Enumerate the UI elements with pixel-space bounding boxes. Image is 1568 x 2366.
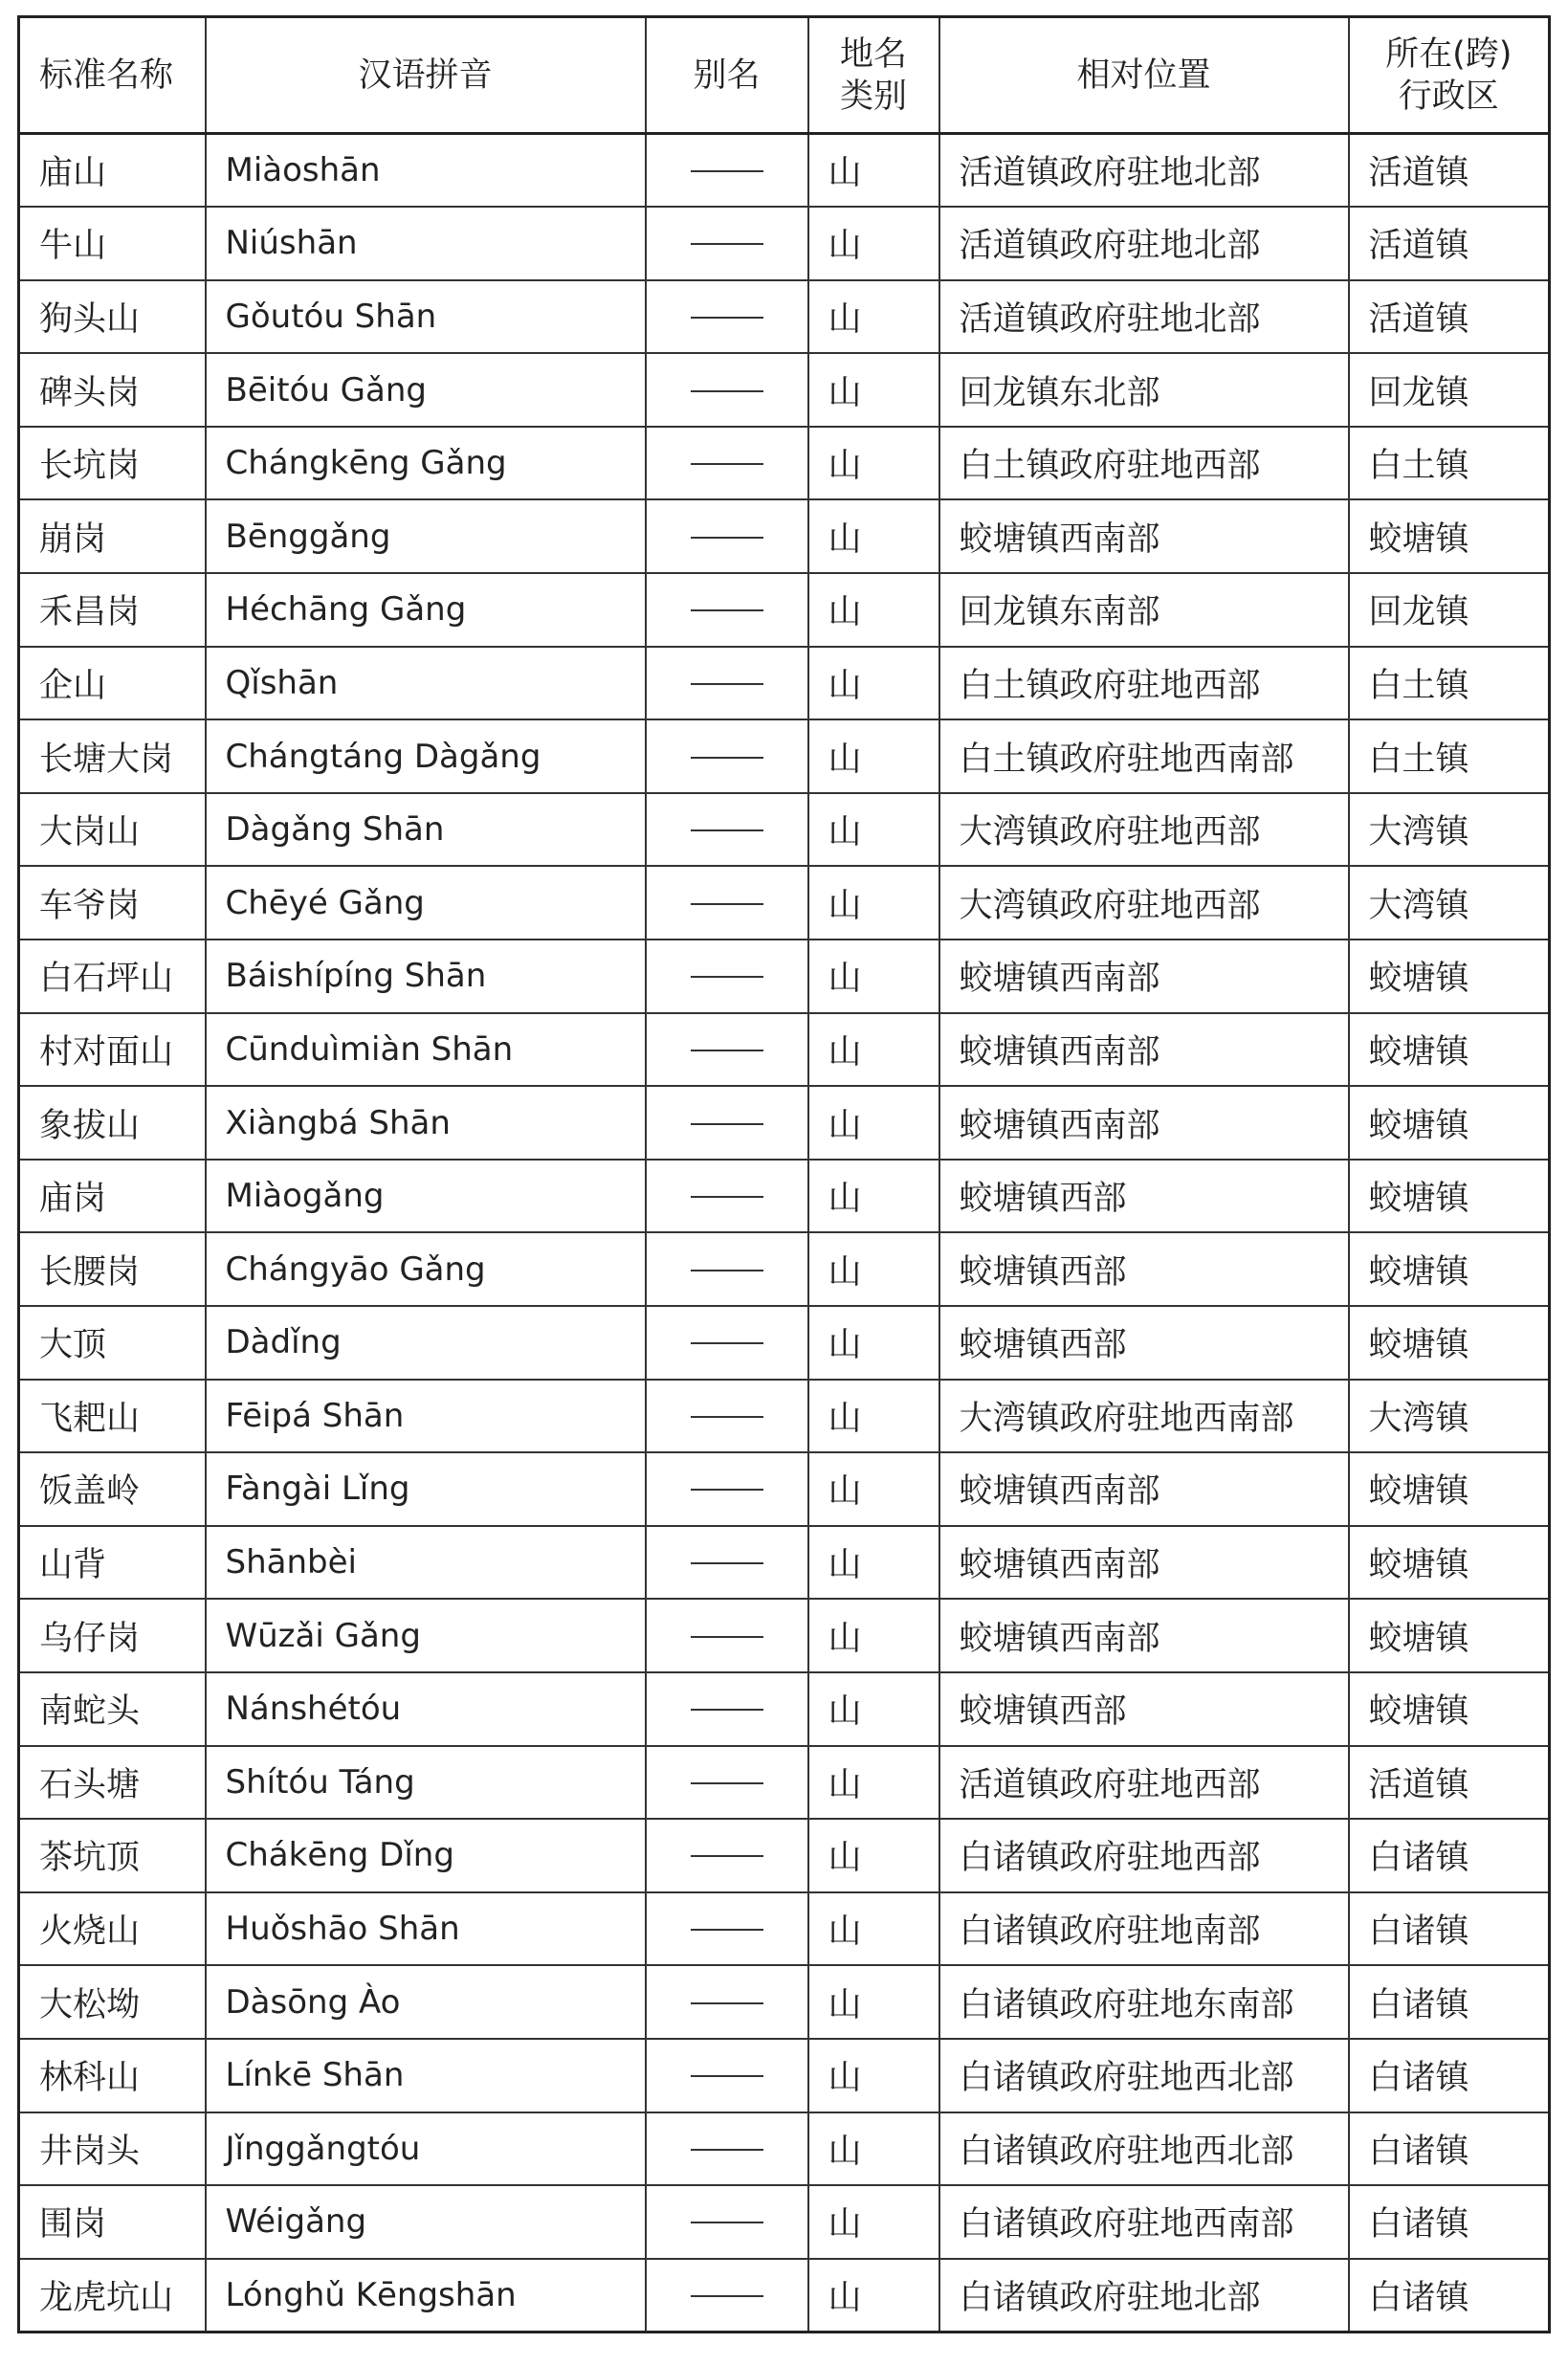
cell-alias (646, 1892, 808, 1966)
header-standard-name: 标准名称 (19, 17, 206, 134)
cell-category: 山 (808, 499, 939, 573)
cell-alias (646, 207, 808, 280)
cell-relative-location: 活道镇政府驻地北部 (939, 280, 1349, 354)
cell-pinyin: Nánshétóu (206, 1672, 646, 1746)
header-admin-region (1349, 17, 1550, 134)
cell-pinyin: Niúshān (206, 207, 646, 280)
empty-alias-dash (691, 317, 763, 319)
table-row (19, 353, 1550, 427)
cell-admin-region: 回龙镇 (1349, 573, 1550, 647)
empty-alias-dash (691, 1416, 763, 1418)
header-category-line2: 类别 (839, 77, 907, 116)
cell-admin-region: 蛟塘镇 (1349, 1672, 1550, 1746)
header-category-line1: 地名 (839, 34, 907, 74)
cell-pinyin: Línkē Shān (206, 2039, 646, 2112)
cell-pinyin: Dàdǐng (206, 1306, 646, 1380)
table-row (19, 2185, 1550, 2259)
empty-alias-dash (691, 537, 763, 539)
cell-admin-region: 活道镇 (1349, 1746, 1550, 1820)
cell-alias (646, 2112, 808, 2186)
cell-pinyin: Wūzǎi Gǎng (206, 1599, 646, 1672)
cell-relative-location: 大湾镇政府驻地西南部 (939, 1380, 1349, 1453)
cell-pinyin: Chángtáng Dàgǎng (206, 719, 646, 793)
cell-category: 山 (808, 1452, 939, 1526)
table-row (19, 1672, 1550, 1746)
table-row (19, 719, 1550, 793)
cell-pinyin: Báishípíng Shān (206, 940, 646, 1013)
cell-pinyin: Xiàngbá Shān (206, 1086, 646, 1160)
empty-alias-dash (691, 1562, 763, 1564)
cell-category: 山 (808, 940, 939, 1013)
empty-alias-dash (691, 2002, 763, 2004)
cell-category: 山 (808, 2039, 939, 2112)
cell-category: 山 (808, 207, 939, 280)
cell-pinyin: Shānbèi (206, 1526, 646, 1600)
empty-alias-dash (691, 683, 763, 685)
cell-alias (646, 1746, 808, 1820)
header-category (808, 17, 939, 134)
header-row (19, 17, 1550, 134)
cell-category: 山 (808, 793, 939, 867)
cell-category: 山 (808, 1160, 939, 1233)
cell-pinyin: Chángkēng Gǎng (206, 427, 646, 500)
cell-alias (646, 353, 808, 427)
cell-category: 山 (808, 1892, 939, 1966)
table-row (19, 647, 1550, 720)
header-alias: 别名 (646, 17, 808, 134)
cell-pinyin: Chángyāo Gǎng (206, 1232, 646, 1306)
cell-standard-name: 长塘大岗 (19, 719, 206, 793)
cell-alias (646, 1013, 808, 1087)
cell-relative-location: 回龙镇东南部 (939, 573, 1349, 647)
empty-alias-dash (691, 1709, 763, 1711)
cell-category: 山 (808, 280, 939, 354)
table-row (19, 793, 1550, 867)
cell-category: 山 (808, 2112, 939, 2186)
table-row (19, 1746, 1550, 1820)
header-relative-location: 相对位置 (939, 17, 1349, 134)
cell-category: 山 (808, 1599, 939, 1672)
table-row (19, 940, 1550, 1013)
cell-alias (646, 1232, 808, 1306)
table-row (19, 1086, 1550, 1160)
cell-relative-location: 蛟塘镇西南部 (939, 1013, 1349, 1087)
cell-relative-location: 白诸镇政府驻地西北部 (939, 2112, 1349, 2186)
cell-pinyin: Fàngài Lǐng (206, 1452, 646, 1526)
cell-alias (646, 1306, 808, 1380)
cell-standard-name: 村对面山 (19, 1013, 206, 1087)
cell-alias (646, 427, 808, 500)
cell-pinyin: Chēyé Gǎng (206, 866, 646, 940)
cell-pinyin: Bēnggǎng (206, 499, 646, 573)
cell-alias (646, 2259, 808, 2333)
cell-category: 山 (808, 1086, 939, 1160)
cell-relative-location: 蛟塘镇西部 (939, 1232, 1349, 1306)
cell-category: 山 (808, 1819, 939, 1892)
empty-alias-dash (691, 1636, 763, 1638)
cell-standard-name: 饭盖岭 (19, 1452, 206, 1526)
cell-relative-location: 白诸镇政府驻地西南部 (939, 2185, 1349, 2259)
cell-alias (646, 573, 808, 647)
cell-alias (646, 1819, 808, 1892)
table-row (19, 499, 1550, 573)
table-row (19, 207, 1550, 280)
cell-standard-name: 狗头山 (19, 280, 206, 354)
cell-category: 山 (808, 134, 939, 208)
cell-pinyin: Héchāng Gǎng (206, 573, 646, 647)
cell-category: 山 (808, 1013, 939, 1087)
table-row (19, 866, 1550, 940)
table-row (19, 1599, 1550, 1672)
cell-category: 山 (808, 866, 939, 940)
cell-admin-region: 蛟塘镇 (1349, 1599, 1550, 1672)
cell-admin-region: 蛟塘镇 (1349, 1452, 1550, 1526)
cell-category: 山 (808, 427, 939, 500)
cell-alias (646, 499, 808, 573)
cell-admin-region: 大湾镇 (1349, 866, 1550, 940)
cell-relative-location: 蛟塘镇西部 (939, 1306, 1349, 1380)
cell-alias (646, 647, 808, 720)
cell-relative-location: 蛟塘镇西南部 (939, 1452, 1349, 1526)
table-row (19, 134, 1550, 208)
cell-standard-name: 牛山 (19, 207, 206, 280)
cell-relative-location: 活道镇政府驻地西部 (939, 1746, 1349, 1820)
table-header (19, 17, 1550, 134)
cell-relative-location: 蛟塘镇西部 (939, 1672, 1349, 1746)
empty-alias-dash (691, 1270, 763, 1271)
cell-relative-location: 活道镇政府驻地北部 (939, 134, 1349, 208)
table-row (19, 1232, 1550, 1306)
table-body (19, 134, 1550, 2333)
empty-alias-dash (691, 2222, 763, 2223)
empty-alias-dash (691, 390, 763, 392)
cell-admin-region: 蛟塘镇 (1349, 1160, 1550, 1233)
cell-relative-location: 蛟塘镇西南部 (939, 1086, 1349, 1160)
empty-alias-dash (691, 903, 763, 905)
cell-admin-region: 大湾镇 (1349, 793, 1550, 867)
cell-pinyin: Qǐshān (206, 647, 646, 720)
cell-category: 山 (808, 1232, 939, 1306)
cell-pinyin: Fēipá Shān (206, 1380, 646, 1453)
cell-pinyin: Bēitóu Gǎng (206, 353, 646, 427)
cell-category: 山 (808, 1965, 939, 2039)
cell-relative-location: 白诸镇政府驻地东南部 (939, 1965, 1349, 2039)
cell-relative-location: 蛟塘镇西南部 (939, 1599, 1349, 1672)
cell-alias (646, 1526, 808, 1600)
cell-admin-region: 白诸镇 (1349, 2112, 1550, 2186)
table-row (19, 2112, 1550, 2186)
empty-alias-dash (691, 1196, 763, 1198)
cell-admin-region: 白土镇 (1349, 427, 1550, 500)
cell-admin-region: 活道镇 (1349, 280, 1550, 354)
cell-standard-name: 庙山 (19, 134, 206, 208)
table-row (19, 1965, 1550, 2039)
cell-admin-region: 白诸镇 (1349, 2039, 1550, 2112)
cell-alias (646, 719, 808, 793)
cell-pinyin: Dàsōng Ào (206, 1965, 646, 2039)
cell-alias (646, 1672, 808, 1746)
empty-alias-dash (691, 1782, 763, 1784)
cell-standard-name: 井岗头 (19, 2112, 206, 2186)
table-row (19, 1013, 1550, 1087)
cell-standard-name: 飞耙山 (19, 1380, 206, 1453)
cell-relative-location: 白诸镇政府驻地西北部 (939, 2039, 1349, 2112)
table-row (19, 1380, 1550, 1453)
cell-standard-name: 象拔山 (19, 1086, 206, 1160)
empty-alias-dash (691, 1342, 763, 1344)
header-admin-line2: 行政区 (1398, 77, 1499, 116)
cell-category: 山 (808, 2259, 939, 2333)
cell-relative-location: 白土镇政府驻地西部 (939, 647, 1349, 720)
cell-standard-name: 石头塘 (19, 1746, 206, 1820)
cell-pinyin: Miàogǎng (206, 1160, 646, 1233)
cell-standard-name: 龙虎坑山 (19, 2259, 206, 2333)
cell-admin-region: 白诸镇 (1349, 2259, 1550, 2333)
cell-pinyin: Lónghǔ Kēngshān (206, 2259, 646, 2333)
cell-pinyin: Miàoshān (206, 134, 646, 208)
cell-relative-location: 大湾镇政府驻地西部 (939, 793, 1349, 867)
empty-alias-dash (691, 1929, 763, 1931)
table-row (19, 2039, 1550, 2112)
empty-alias-dash (691, 463, 763, 465)
table-row (19, 1892, 1550, 1966)
cell-alias (646, 2185, 808, 2259)
table-row (19, 1819, 1550, 1892)
cell-alias (646, 866, 808, 940)
cell-standard-name: 车爷岗 (19, 866, 206, 940)
header-admin-line1: 所在(跨) (1385, 34, 1513, 74)
cell-category: 山 (808, 353, 939, 427)
cell-pinyin: Cūnduìmiàn Shān (206, 1013, 646, 1087)
cell-relative-location: 蛟塘镇西部 (939, 1160, 1349, 1233)
empty-alias-dash (691, 2075, 763, 2077)
empty-alias-dash (691, 757, 763, 759)
empty-alias-dash (691, 1489, 763, 1491)
cell-admin-region: 白诸镇 (1349, 2185, 1550, 2259)
cell-relative-location: 白土镇政府驻地西南部 (939, 719, 1349, 793)
cell-category: 山 (808, 573, 939, 647)
table-row (19, 2259, 1550, 2333)
cell-alias (646, 1380, 808, 1453)
cell-admin-region: 白土镇 (1349, 719, 1550, 793)
cell-pinyin: Jǐnggǎngtóu (206, 2112, 646, 2186)
cell-alias (646, 1599, 808, 1672)
cell-admin-region: 回龙镇 (1349, 353, 1550, 427)
table-row (19, 1452, 1550, 1526)
table-row (19, 573, 1550, 647)
cell-category: 山 (808, 1672, 939, 1746)
empty-alias-dash (691, 829, 763, 831)
empty-alias-dash (691, 1855, 763, 1857)
empty-alias-dash (691, 170, 763, 172)
empty-alias-dash (691, 2149, 763, 2151)
cell-category: 山 (808, 719, 939, 793)
cell-admin-region: 蛟塘镇 (1349, 1232, 1550, 1306)
cell-alias (646, 134, 808, 208)
cell-admin-region: 蛟塘镇 (1349, 1086, 1550, 1160)
empty-alias-dash (691, 243, 763, 245)
cell-standard-name: 山背 (19, 1526, 206, 1600)
cell-relative-location: 白诸镇政府驻地西部 (939, 1819, 1349, 1892)
cell-standard-name: 庙岗 (19, 1160, 206, 1233)
empty-alias-dash (691, 976, 763, 978)
cell-relative-location: 蛟塘镇西南部 (939, 499, 1349, 573)
table-row (19, 1306, 1550, 1380)
cell-admin-region: 蛟塘镇 (1349, 499, 1550, 573)
cell-admin-region: 白土镇 (1349, 647, 1550, 720)
empty-alias-dash (691, 1123, 763, 1125)
cell-relative-location: 回龙镇东北部 (939, 353, 1349, 427)
cell-relative-location: 白土镇政府驻地西部 (939, 427, 1349, 500)
cell-standard-name: 火烧山 (19, 1892, 206, 1966)
cell-standard-name: 禾昌岗 (19, 573, 206, 647)
cell-alias (646, 940, 808, 1013)
cell-standard-name: 大顶 (19, 1306, 206, 1380)
cell-admin-region: 大湾镇 (1349, 1380, 1550, 1453)
cell-standard-name: 企山 (19, 647, 206, 720)
cell-admin-region: 蛟塘镇 (1349, 1013, 1550, 1087)
cell-alias (646, 280, 808, 354)
table-row (19, 1526, 1550, 1600)
cell-category: 山 (808, 647, 939, 720)
cell-standard-name: 大岗山 (19, 793, 206, 867)
cell-standard-name: 碑头岗 (19, 353, 206, 427)
cell-admin-region: 白诸镇 (1349, 1892, 1550, 1966)
cell-admin-region: 白诸镇 (1349, 1965, 1550, 2039)
cell-admin-region: 活道镇 (1349, 207, 1550, 280)
cell-alias (646, 1086, 808, 1160)
cell-pinyin: Huǒshāo Shān (206, 1892, 646, 1966)
cell-admin-region: 活道镇 (1349, 134, 1550, 208)
cell-relative-location: 白诸镇政府驻地北部 (939, 2259, 1349, 2333)
cell-relative-location: 白诸镇政府驻地南部 (939, 1892, 1349, 1966)
cell-relative-location: 蛟塘镇西南部 (939, 1526, 1349, 1600)
table-row (19, 427, 1550, 500)
cell-standard-name: 白石坪山 (19, 940, 206, 1013)
cell-standard-name: 长坑岗 (19, 427, 206, 500)
cell-pinyin: Dàgǎng Shān (206, 793, 646, 867)
cell-standard-name: 林科山 (19, 2039, 206, 2112)
cell-category: 山 (808, 1380, 939, 1453)
cell-alias (646, 1160, 808, 1233)
cell-alias (646, 1965, 808, 2039)
cell-standard-name: 大松坳 (19, 1965, 206, 2039)
table-row (19, 280, 1550, 354)
cell-category: 山 (808, 1306, 939, 1380)
cell-category: 山 (808, 1746, 939, 1820)
place-name-table (17, 15, 1551, 2333)
cell-category: 山 (808, 2185, 939, 2259)
cell-category: 山 (808, 1526, 939, 1600)
cell-admin-region: 蛟塘镇 (1349, 1526, 1550, 1600)
cell-standard-name: 崩岗 (19, 499, 206, 573)
cell-standard-name: 长腰岗 (19, 1232, 206, 1306)
empty-alias-dash (691, 609, 763, 611)
header-pinyin: 汉语拼音 (206, 17, 646, 134)
cell-relative-location: 大湾镇政府驻地西部 (939, 866, 1349, 940)
cell-standard-name: 围岗 (19, 2185, 206, 2259)
cell-pinyin: Wéigǎng (206, 2185, 646, 2259)
table-row (19, 1160, 1550, 1233)
empty-alias-dash (691, 2295, 763, 2297)
empty-alias-dash (691, 1050, 763, 1051)
cell-alias (646, 793, 808, 867)
cell-relative-location: 活道镇政府驻地北部 (939, 207, 1349, 280)
cell-admin-region: 蛟塘镇 (1349, 940, 1550, 1013)
cell-admin-region: 蛟塘镇 (1349, 1306, 1550, 1380)
cell-alias (646, 1452, 808, 1526)
gazetteer-page (17, 15, 1548, 2333)
cell-standard-name: 茶坑顶 (19, 1819, 206, 1892)
cell-relative-location: 蛟塘镇西南部 (939, 940, 1349, 1013)
cell-standard-name: 南蛇头 (19, 1672, 206, 1746)
cell-standard-name: 乌仔岗 (19, 1599, 206, 1672)
cell-pinyin: Chákēng Dǐng (206, 1819, 646, 1892)
cell-admin-region: 白诸镇 (1349, 1819, 1550, 1892)
cell-pinyin: Shítóu Táng (206, 1746, 646, 1820)
cell-alias (646, 2039, 808, 2112)
cell-pinyin: Gǒutóu Shān (206, 280, 646, 354)
